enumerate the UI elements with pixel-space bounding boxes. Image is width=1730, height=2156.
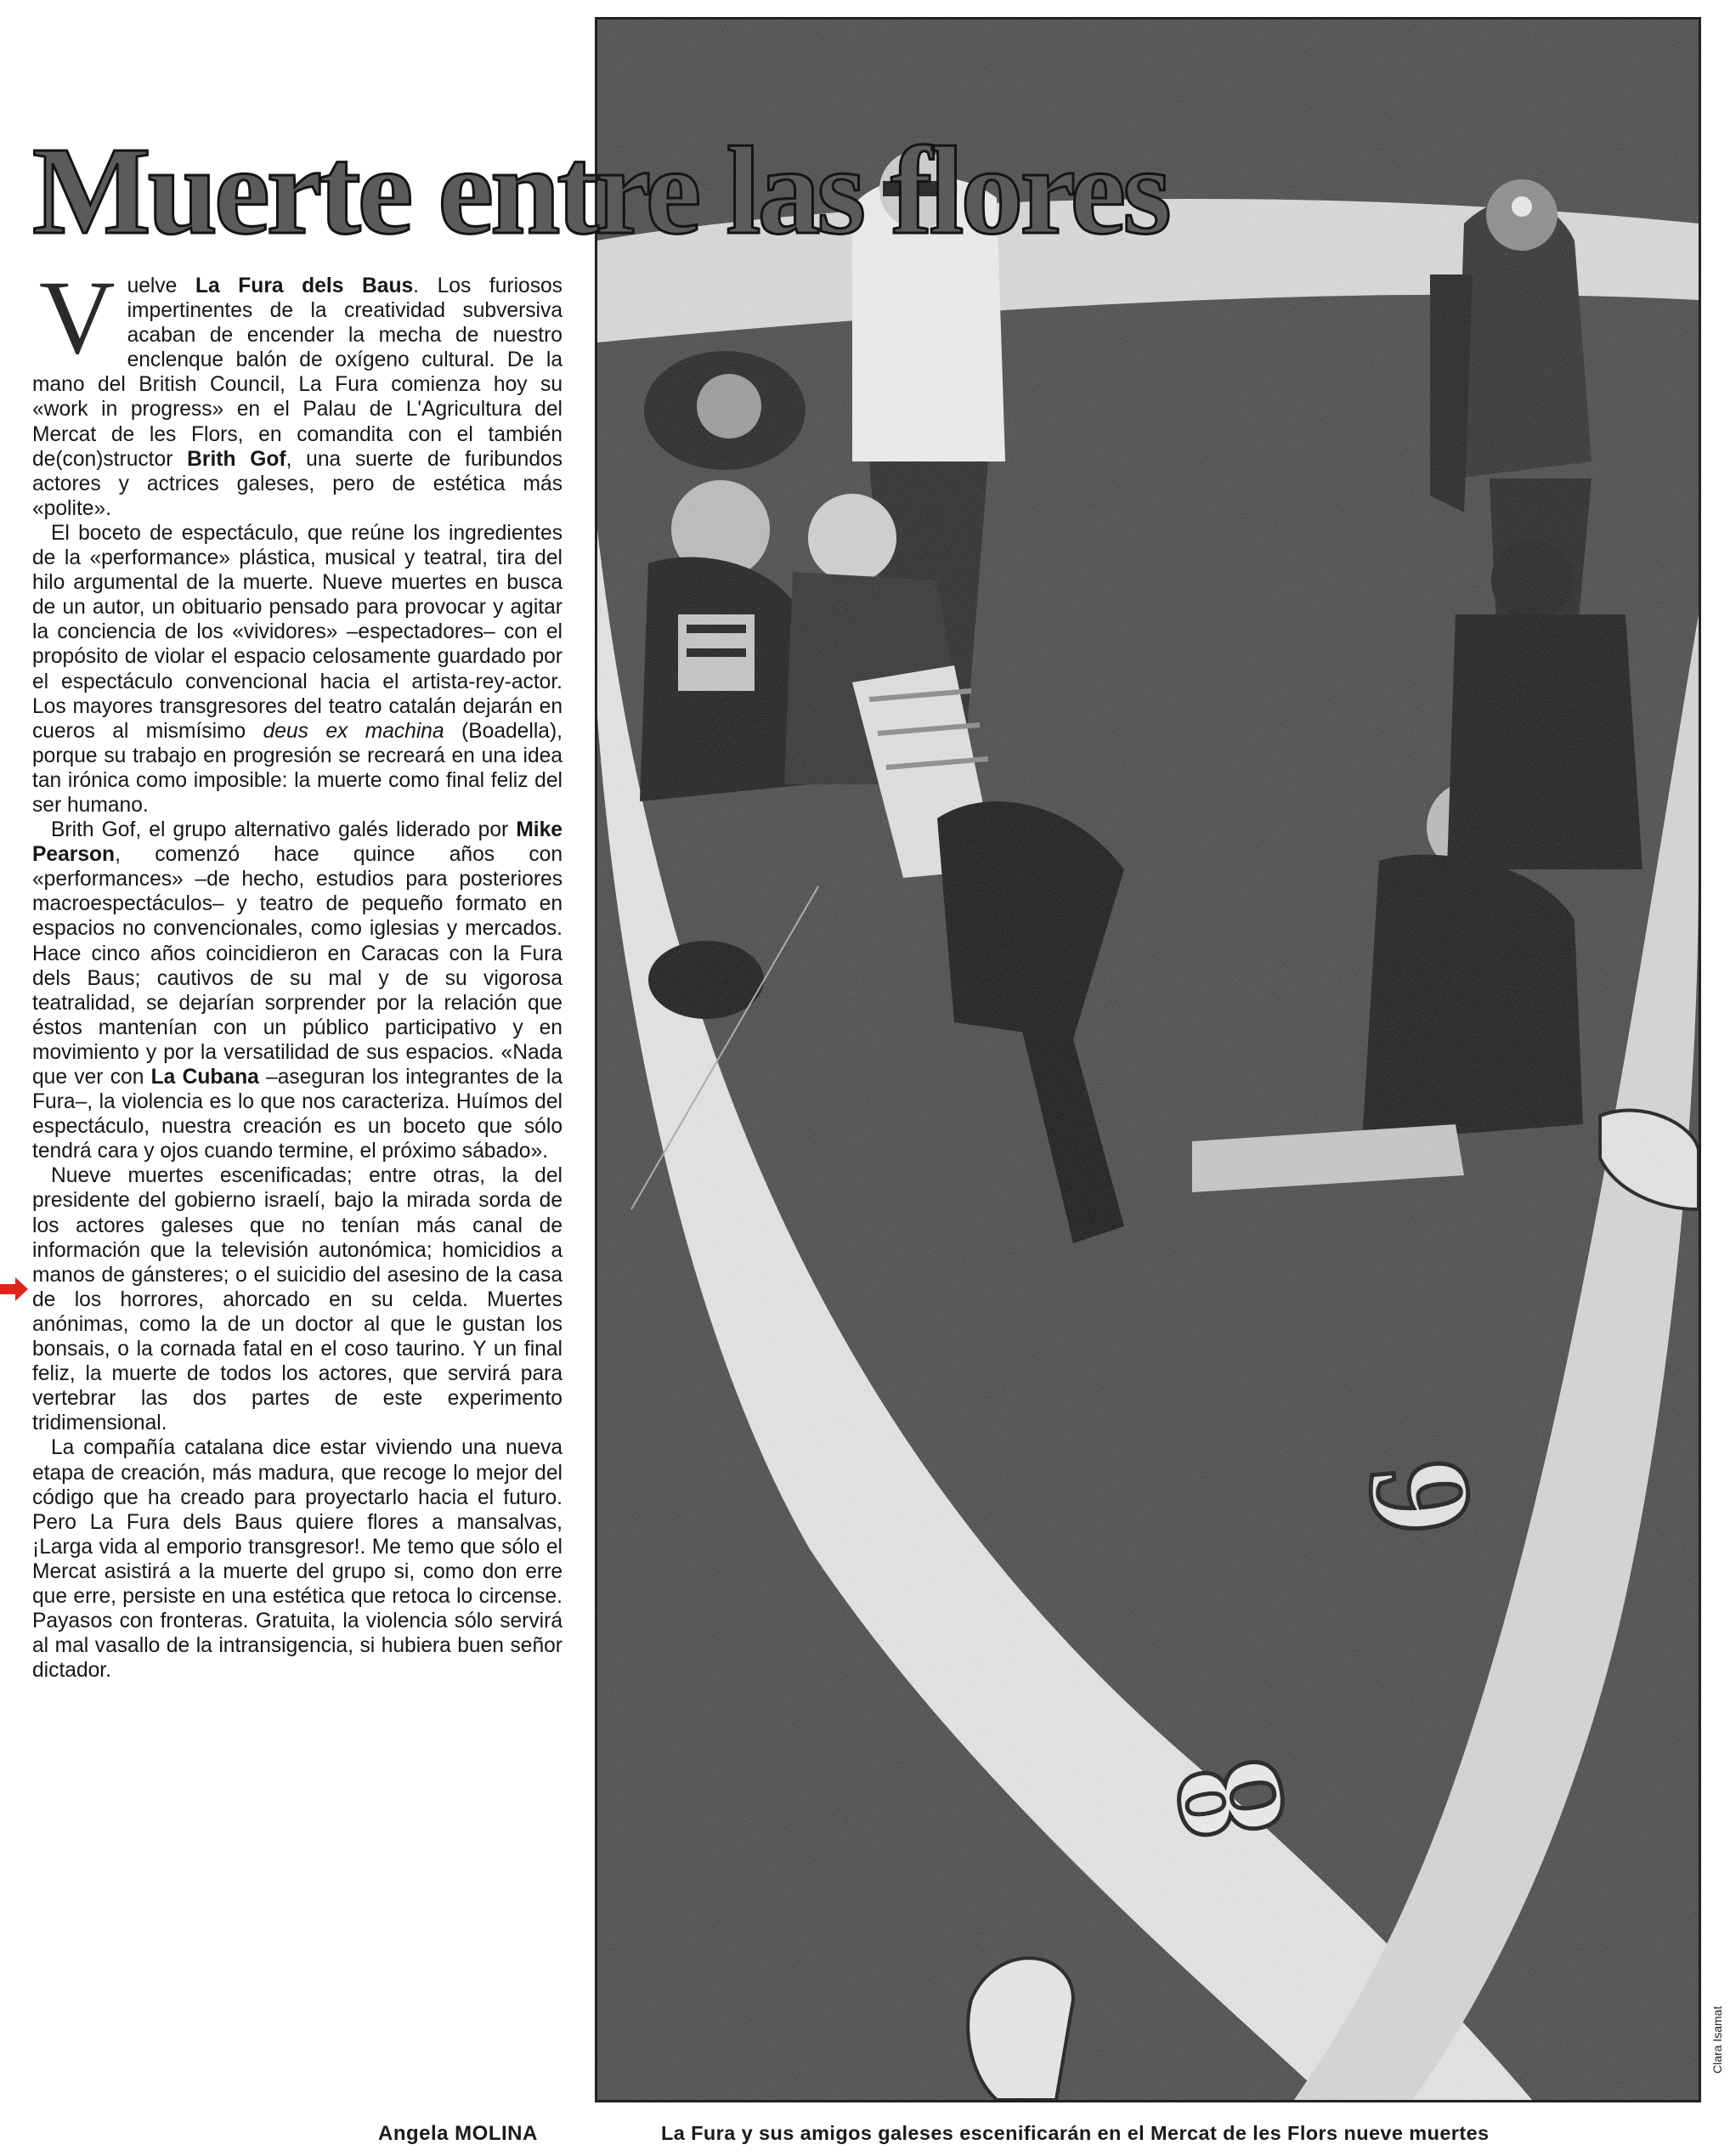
photo-scene (597, 20, 1699, 2100)
dropcap: V (39, 259, 116, 376)
photo-caption: La Fura y sus amigos galeses escenificarán en el Mercat de les Flors nueve muertes (661, 2122, 1490, 2144)
photo (595, 17, 1701, 2102)
byline: Angela MOLINA (378, 2122, 538, 2145)
article-paragraph-1 (32, 259, 563, 521)
text-run: uelve (127, 274, 195, 297)
italic-phrase: deus ex machina (263, 719, 444, 743)
text-run: El boceto de espectáculo, que reúne los ingredientes de la «performance» plástica, musical y teatral, tira del hilo argumental de la muerte. Nueve muertes en busca de un autor, un obituario pensado para provocar y agitar la conciencia de los «vividores» –espectadores– con el propósito de violar el espacio celosamente guardado por el espectáculo convencional hacia el artista-rey-actor. Los mayores transgresores del teatro catalán dejarán en cueros al mismísimo (32, 521, 563, 743)
text-run: , una suerte de furibundos actores y actrices galeses, pero de estética más «polite». (32, 447, 563, 520)
text-run: . Los furiosos impertinentes de la creatividad subversiva acaban de encender la mecha de nuestro enclenque balón de oxígeno cultural. De la mano del British Council, La Fura comienza hoy su «work in progress» en el Palau de L'Agricultura del Mercat de les Flors, en comandita con el también de(con)structor (32, 274, 563, 471)
name-brith-gof: Brith Gof (187, 447, 286, 471)
article-paragraph-4: Nueve muertes escenificadas; entre otras, la del presidente del gobierno israelí, bajo la mirada sorda de los actores galeses que no tenían más canal de información que la televisión autonómica; homicidios a manos de gánsteres; o el suicidio del asesino de la casa de los horrores, ahorcado en su celda. Muertes anónimas, como la de un doctor al que le gustan los bonsais, o la cornada fatal en el coso taurino. Y un final feliz, la muerte de todos los actores, que servirá para vertebrar las dos partes de este experimento tridimensional. (32, 1164, 563, 1435)
name-mike-pearson: Mike Pearson (32, 818, 563, 867)
photo-credit: Clara Isamat (1710, 2006, 1724, 2074)
red-arrow-icon (0, 1276, 29, 1302)
text-run: , comenzó hace quince años con «performances» –de hecho, estudios para posteriores macroespectáculos– y teatro de pequeño formato en espacios no convencionales, como iglesias y mercados. Hace cinco años coincidieron en Caracas con la Fura dels Baus; cautivos de su mal y de su vigorosa teatralidad, se dejarían sorprender por la relación que éstos mantenían con un público participativo y en movimiento y por la versatilidad de sus espacios. «Nada que ver con (32, 843, 563, 1089)
article-paragraph-5: La compañía catalana dice estar viviendo una nueva etapa de creación, más madura, que recoge lo mejor del código que ha creado para proyectarlo hacia el futuro. Pero La Fura dels Baus quiere flores a mansalvas, ¡Larga vida al emporio transgresor!. Me temo que sólo el Mercat asistirá a la muerte del grupo si, como don erre que erre, persiste en una estética que retoca lo circense. Payasos con fronteras. Gratuita, la violencia sólo servirá al mal vasallo de la intransigencia, si hubiera buen señor dictador. (32, 1436, 563, 1683)
headline: Muerte entre las flores (32, 122, 1168, 261)
name-la-cubana: La Cubana (150, 1066, 259, 1089)
photo-grain (597, 20, 1699, 2100)
article-paragraph-3 (32, 818, 563, 1163)
text-run: –aseguran los integrantes de la Fura–, la violencia es lo que nos caracteriza. Huímos del espectáculo, nuestra creación es un boceto que sólo tendrá cara y ojos cuando termine, el próximo sábado». (32, 1066, 563, 1163)
article-paragraph-2 (32, 521, 563, 818)
article-body (32, 259, 563, 1683)
text-run: Brith Gof, el grupo alternativo galés liderado por (51, 818, 517, 842)
text-run: (Boadella), porque su trabajo en progresión se recreará en una idea tan irónica como imposible: la muerte como final feliz del ser humano. (32, 719, 563, 817)
name-la-fura: La Fura dels Baus (195, 274, 414, 297)
